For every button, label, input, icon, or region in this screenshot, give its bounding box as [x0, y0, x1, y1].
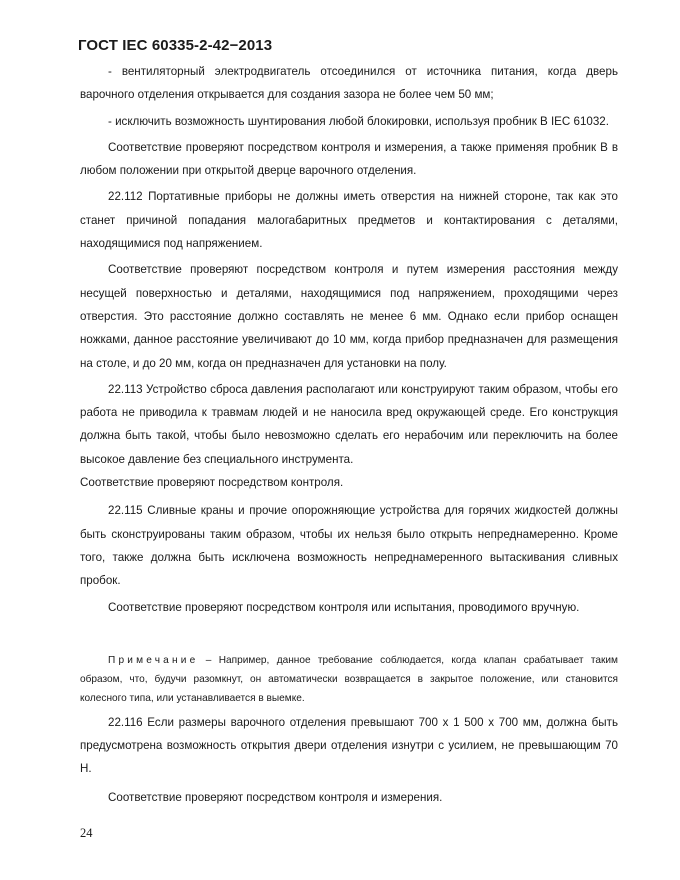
- note-block: [80, 651, 618, 708]
- compliance-paragraph: Соответствие проверяют посредством контроля и измерения, а также применяя пробник В в любом положении при открытой дверце варочного отделения.: [80, 140, 618, 178]
- document-header: ГОСТ IEC 60335-2-42−2013: [78, 37, 273, 54]
- note-text: – Например, данное требование соблюдается, когда клапан срабатывает таким образом, что, будучи разомкнут, он автоматически возвращается в закрытое положение, или становится колесного типа, или устанавливается в выемке.: [80, 654, 618, 704]
- note-label: Примечание: [108, 654, 199, 666]
- clause-22-115: 22.115 Сливные краны и прочие опорожняющие устройства для горячих жидкостей должны быть сконструированы таким образом, чтобы их нельзя было открыть непреднамеренно. Кроме того, также должна быть исключена возможность непреднамеренного вытаскивания сливных пробок.: [80, 504, 618, 588]
- list-item-interlock: - исключить возможность шунтирования любой блокировки, используя пробник B IEC 61032.: [108, 114, 609, 128]
- list-item-fan-motor: - вентиляторный электродвигатель отсоединился от источника питания, когда дверь варочного отделения открывается для создания зазора не более чем 50 мм;: [80, 65, 618, 102]
- compliance-paragraph: Соответствие проверяют посредством контроля и измерения.: [108, 790, 443, 804]
- clause-22-112: 22.112 Портативные приборы не должны иметь отверстия на нижней стороне, так как это станет причиной попадания малогабаритных предметов и контактирования с деталями, находящимися под напряжением.: [80, 190, 618, 251]
- compliance-paragraph: Соответствие проверяют посредством контроля или испытания, проводимого вручную.: [108, 600, 580, 614]
- page-number: 24: [80, 826, 93, 840]
- compliance-paragraph: Соответствие проверяют посредством контроля.: [80, 476, 344, 490]
- clause-22-116: 22.116 Если размеры варочного отделения превышают 700 x 1 500 x 700 мм, должна быть предусмотрена возможность открытия двери отделения изнутри с усилием, не превышающим 70 Н.: [80, 715, 618, 776]
- document-body: [80, 60, 618, 809]
- note-paragraph: [80, 651, 618, 708]
- compliance-paragraph: Соответствие проверяют посредством контроля и путем измерения расстояния между несущей поверхностью и деталями, находящимися под напряжением, проходящими через отверстия. Это расстояние должно составлять не менее 6 мм. Однако если прибор оснащен ножками, данное расстояние увеличивают до 10 мм, когда прибор предназначен для размещения на столе, и до 20 мм, когда он предназначен для установки на полу.: [80, 263, 618, 370]
- clause-22-113: 22.113 Устройство сброса давления располагают или конструируют таким образом, чтобы его работа не приводила к травмам людей и не наносила вред окружающей среде. Его конструкция должна быть такой, чтобы было невозможно сделать его нерабочим или переключить на более высокое давление без специального инструмента.: [80, 382, 618, 466]
